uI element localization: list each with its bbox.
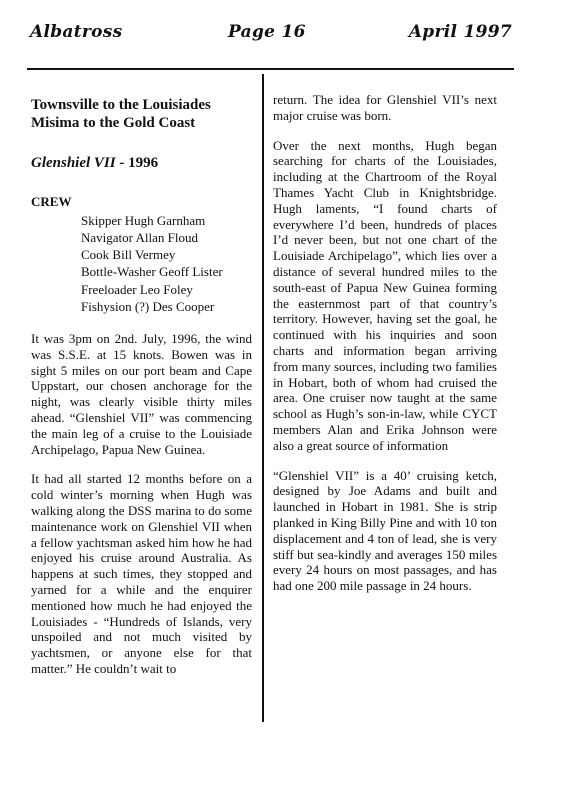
header-rule (27, 68, 514, 70)
right-column (273, 92, 497, 608)
page-header (30, 22, 512, 52)
crew-member: Navigator Allan Floud (81, 230, 198, 245)
crew-heading: CREW (31, 194, 72, 209)
left-column (31, 96, 252, 691)
article-title (31, 96, 252, 132)
article-title-line-2: Misima to the Gold Coast (31, 115, 196, 131)
issue-date: April 1997 (408, 22, 512, 42)
body-paragraph: “Glenshiel VII” is a 40’ cruising ketch, designed by Joe Adams and built and launched in Hobart in 1981. She is strip planked in King Billy Pine and with 10 ton displacement and 4 ton of lead, she is very stiff but sea-kindly and averages 150 miles every 24 hours on most passages, and has had one 200 mile passage in 24 hours. (273, 467, 497, 594)
article-year: - 1996 (115, 155, 159, 171)
crew-member: Skipper Hugh Garnham (81, 212, 206, 228)
column-divider (262, 74, 264, 722)
crew-member: Bottle-Washer Geoff Lister (81, 264, 223, 280)
article-subtitle (31, 154, 252, 172)
boat-name: Glenshiel VII (31, 155, 116, 171)
body-paragraph: Over the next months, Hugh began searching for charts of the Louisiades, including at the Chartroom of the Royal Thames Yacht Club in Knightsbridge. Hugh laments, “I found charts of everywhere I’d been, hundreds of places I’d never been, but not one chart of the Louisiade Archipelago”, which lies over a distance of several hundred miles to the south-east of Papua New Guinea forming the easternmost part of that country’s territory. However, having set the goal, he continued with his inquiries and soon charts and information began arriving from many sources, including two families in Hobart, both of whom had cruised the area. One cruiser now taught at the same school as Hugh’s son-in-law, while CYCT members Alan and Erika Johnson were also a great source of information (273, 137, 497, 453)
body-paragraph: It had all started 12 months before on a cold winter’s morning when Hugh was walking along the DSS marina to do some maintenance work on Glenshiel VII when a fellow yachtsman asked him how he had enjoyed his cruise around Australia. As happens at such times, they stopped and yarned for a while and the enquirer mentioned how much he had enjoyed the Louisiades - “Hundreds of Islands, very unspoiled and not much visited by yachtsmen, or anyone else for that matter.” He couldn’t wait to (31, 471, 252, 676)
crew-member: Freeloader Leo Foley (81, 281, 193, 297)
body-paragraph: It was 3pm on 2nd. July, 1996, the wind was S.S.E. at 15 knots. Bowen was in sight 5 miles on our port beam and Cape Uppstart, our chosen anchorage for the night, was clearly visible thirty miles ahead. “Glenshiel VII” was commencing the main leg of a cruise to the Louisiade Archipelago, Papua New Guinea. (31, 331, 252, 457)
crew-member: Fishysion (?) Des Cooper (81, 298, 215, 314)
crew-list (31, 212, 252, 315)
article-title-line-1: Townsville to the Louisiades (31, 97, 211, 113)
page-number: Page 16 (228, 22, 306, 42)
crew-member: Cook Bill Vermey (81, 247, 176, 263)
body-paragraph: return. The idea for Glenshiel VII’s next major cruise was born. (273, 92, 497, 123)
newsletter-name: Albatross (30, 22, 123, 42)
